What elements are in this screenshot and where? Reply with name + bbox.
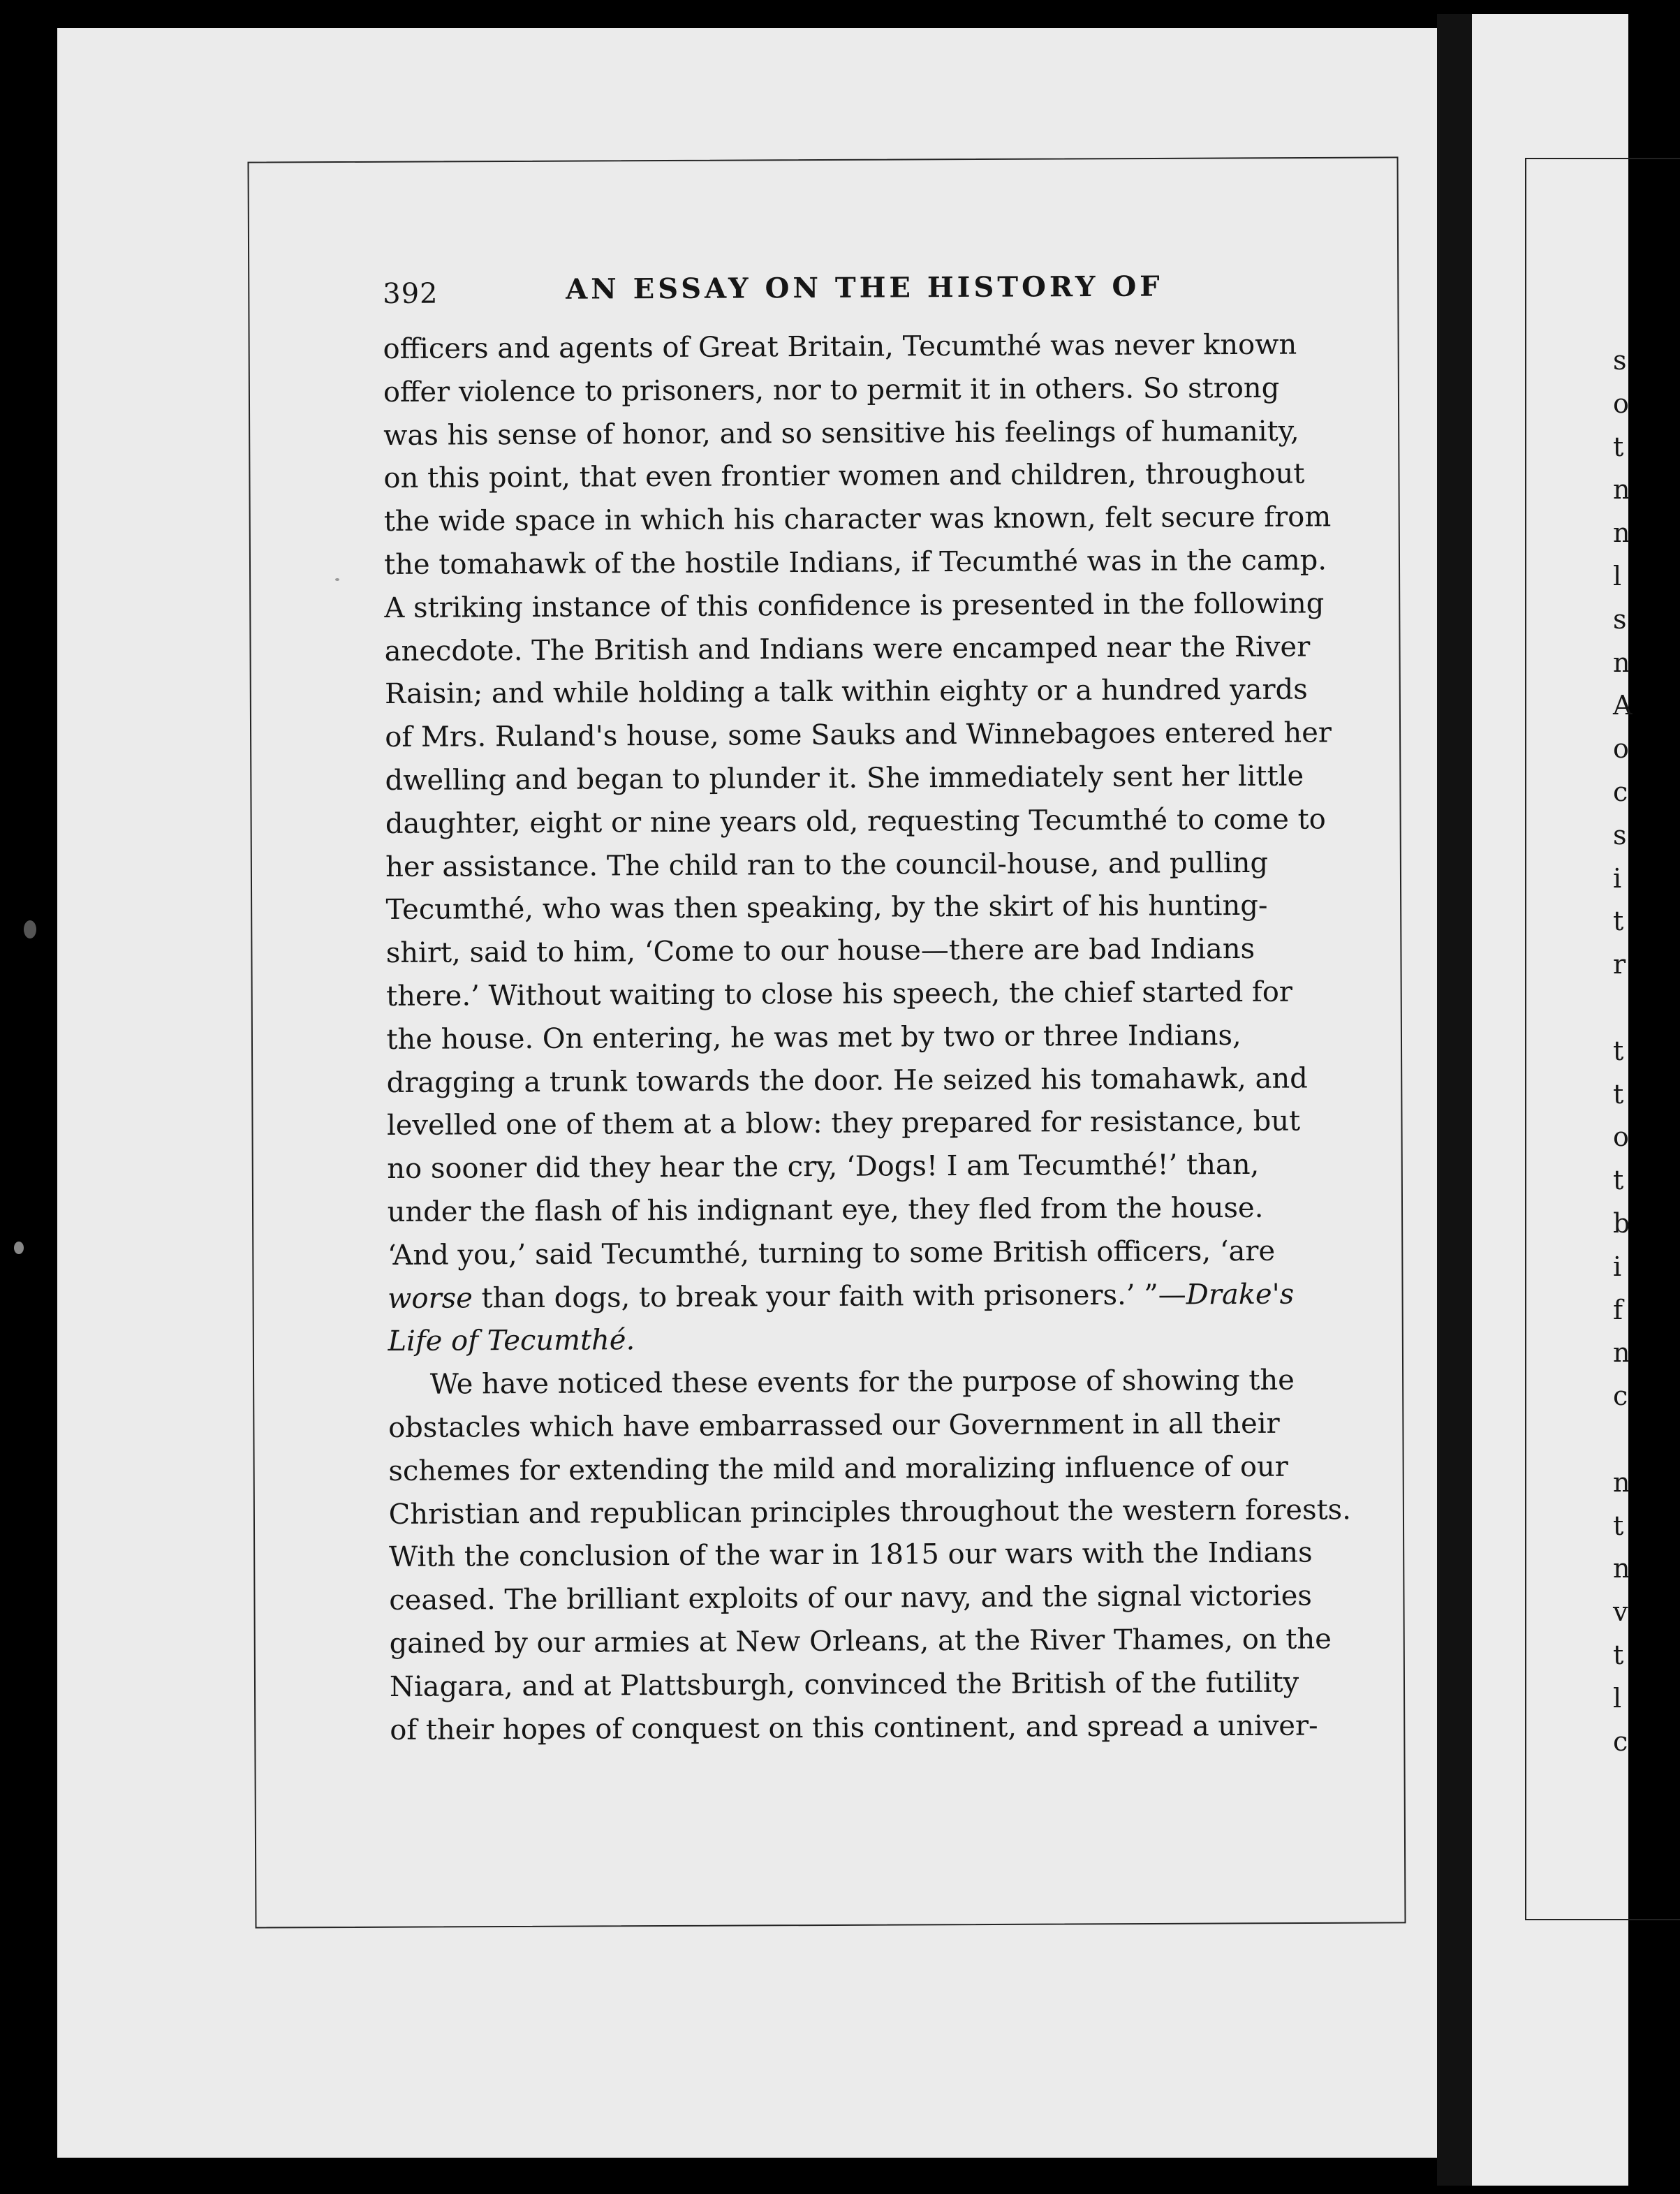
citation-title: Life of Tecumthé. [388,1324,635,1358]
text-line: Tecumthé, who was then speaking, by the skirt of his hunting- [385,890,1268,927]
scan-artifact-mark [14,1242,24,1254]
text-line: gained by our armies at New Orleans, at the River Thames, on the [389,1623,1332,1660]
fragment: n [1613,517,1630,549]
running-head [383,261,1304,321]
text-line: anecdote. The British and Indians were encamped near the River [384,631,1311,668]
fragment: t [1613,1078,1624,1110]
facing-page-fragments [1613,339,1641,1763]
text-line: was his sense of honor, and so sensitive his feelings of humanity, [383,415,1299,452]
text-line: under the flash of his indignant eye, they fled from the house. [387,1191,1264,1228]
fragment: b [1613,1207,1630,1239]
fragment: n [1613,474,1630,506]
fragment: n [1613,1466,1630,1498]
fragment: f [1613,1294,1623,1325]
fragment: t [1613,1510,1624,1541]
text-line: With the conclusion of the war in 1815 our wars with the Indians [388,1536,1313,1574]
text-line [388,1316,1309,1364]
text-line: the wide space in which his character was known, felt secure from [383,501,1332,538]
book-spine [1437,14,1473,2186]
text-line: Niagara, and at Plattsburgh, convinced the British of the futility [389,1666,1299,1703]
fragment: A [1613,690,1633,721]
fragment: n [1613,647,1630,678]
page-number: 392 [383,277,439,310]
text-line: her assistance. The child ran to the council-house, and pulling [385,846,1269,883]
running-title: AN ESSAY ON THE HISTORY OF [566,270,1163,306]
fragment: c [1613,1725,1628,1757]
fragment: i [1613,862,1622,894]
text-line: Christian and republican principles throughout the western forests. [388,1493,1351,1531]
text-line: shirt, said to him, ‘Come to our house—there are bad Indians [385,933,1255,970]
page-text [383,261,1351,1753]
fragment: n [1613,1553,1630,1584]
fragment: t [1613,1639,1624,1670]
fragment: l [1613,560,1622,591]
scan-artifact-mark [24,920,36,938]
text-line: dragging a trunk towards the door. He seized his tomahawk, and [386,1062,1308,1099]
text-line: of Mrs. Ruland's house, some Sauks and Winnebagoes entered her [385,716,1332,754]
text-line: of their hopes of conquest on this continent, and spread a univer- [390,1709,1318,1746]
fragment: r [1613,949,1626,980]
text-line: the tomahawk of the hostile Indians, if Tecumthé was in the camp. [383,544,1327,581]
text-line: ‘And you,’ said Tecumthé, turning to some British officers, ‘are [387,1235,1276,1272]
fragment: n [1613,1337,1630,1369]
text-line: offer violence to prisoners, nor to permit it in others. So strong [383,371,1280,408]
text-line: daughter, eight or nine years old, requesting Tecumthé to come to [385,803,1326,840]
fragment: t [1613,1165,1624,1196]
text-line: ceased. The brilliant exploits of our navy, and the signal victories [389,1580,1313,1617]
fragment: l [1613,1682,1622,1714]
fragment: s [1613,345,1627,376]
text-run: than dogs, to break your faith with prisoners.’ ”— [472,1278,1186,1314]
right-page-edge [1472,14,1628,2186]
fragment [1613,987,1641,1030]
text-line: We have noticed these events for the purpose of showing the [429,1364,1295,1401]
citation-author: Drake's [1186,1278,1295,1311]
scan-artifact-mark [335,578,339,581]
fragment: o [1613,1121,1629,1153]
right-page-frame [1525,158,1680,1920]
fragment: v [1613,1596,1628,1628]
text-line: there.’ Without waiting to close his speech, the chief started for [386,975,1293,1013]
text-line: officers and agents of Great Britain, Tecumthé was never known [383,328,1297,365]
fragment: o [1613,388,1629,419]
text-line: obstacles which have embarrassed our Government in all their [388,1407,1280,1444]
italic-word: worse [388,1281,473,1315]
fragment: t [1613,1035,1624,1066]
text-line [388,1273,1309,1320]
fragment: s [1613,819,1627,851]
text-line: levelled one of them at a blow: they prepared for resistance, but [386,1105,1301,1142]
text-line: Raisin; and while holding a talk within eighty or a hundred yards [384,673,1308,711]
fragment [1613,1418,1641,1462]
fragment: c [1613,776,1628,807]
text-line: no sooner did they hear the cry, ‘Dogs! I am Tecumthé!’ than, [387,1149,1260,1186]
paragraph-second [388,1360,1351,1753]
fragment: t [1613,431,1624,462]
fragment: o [1613,733,1629,765]
fragment: t [1613,906,1624,937]
text-line: A striking instance of this confidence is presented in the following [384,587,1325,624]
paragraph-quotation [383,324,1332,1364]
text-line: schemes for extending the mild and moralizing influence of our [388,1450,1288,1487]
text-line: dwelling and began to plunder it. She immediately sent her little [385,760,1304,797]
fragment: c [1613,1381,1628,1412]
fragment: s [1613,603,1627,635]
text-line: on this point, that even frontier women and children, throughout [383,457,1305,495]
fragment: i [1613,1251,1622,1282]
text-line: the house. On entering, he was met by two or three Indians, [386,1019,1241,1056]
